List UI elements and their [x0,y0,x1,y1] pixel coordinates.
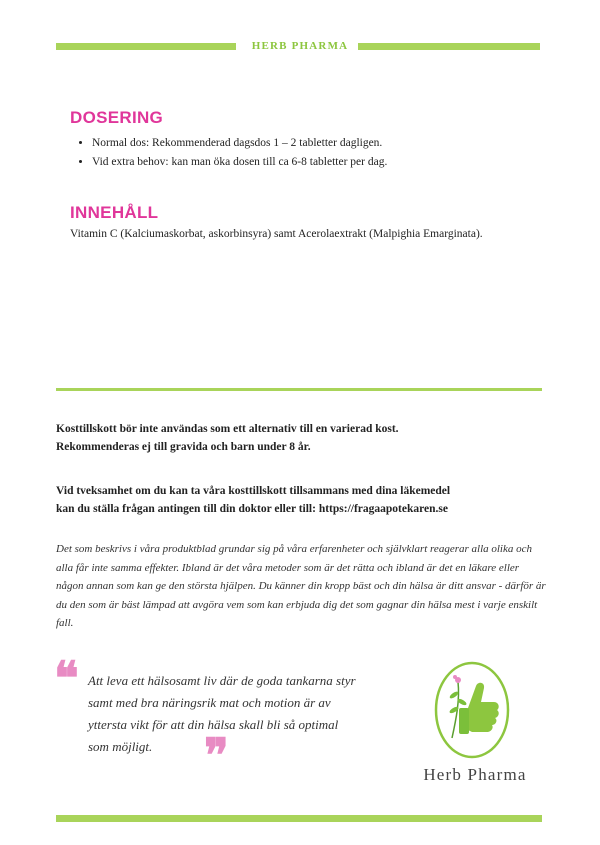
innehall-text: Vitamin C (Kalciumaskorbat, askorbinsyra) samt Acerolaextrakt (Malpighia Emarginata). [70,228,483,240]
quote-text: Att leva ett hälsosamt liv där de goda tankarna styr samt med bra näringsrik mat och motion är av yttersta vikt för att din hälsa skall bli så optimal som möjligt. [88,673,356,754]
notice-block [56,420,399,456]
innehall-heading: INNEHÅLL [70,203,159,222]
logo-wordmark: Herb Pharma [423,765,527,784]
quote-close-icon: ❞ [204,728,229,782]
notice-line: Kosttillskott bör inte användas som ett alternativ till en varierad kost. [56,423,399,435]
list-item: • Normal dos: Rekommenderad dagsdos 1 – 2 tabletter dagligen. [92,134,387,153]
list-item: • Vid extra behov: kan man öka dosen till ca 6-8 tabletter per dag. [92,153,387,172]
section-divider [56,388,542,391]
doctor-line: kan du ställa frågan antingen till din doktor eller till: https://fragaapotekaren.se [56,503,448,515]
dosering-list [70,134,387,172]
quote-open-icon: ❝ [54,651,79,705]
doctor-line: Vid tveksamhet om du kan ta våra kosttillskott tillsammans med dina läkemedel [56,485,451,497]
footer-rule [56,815,542,822]
dosering-heading: DOSERING [70,108,164,127]
thumbs-up-herb-logo-icon [432,660,512,760]
doctor-block [56,482,450,518]
disclaimer-text: Det som beskrivs i våra produktblad grundar sig på våra erfarenheter och självklart reagerar alla olika och alla får inte samma effekter. Ibland är det våra metoder som är det rätta och ibland är det en läkare eller någon annan som kan ge den största hjälpen. Du känner din kropp bäst och din hälsa är ditt ansvar - därför är du den som är bäst lämpad att avgöra vem som kan erbjuda dig det som gagnar din hälsa mest i varje enskilt fall. [56,543,546,629]
header-brand: HERB PHARMA [251,40,349,52]
notice-line: Rekommenderas ej till gravida och barn under 8 år. [56,441,311,453]
header-rule-right [358,43,540,50]
